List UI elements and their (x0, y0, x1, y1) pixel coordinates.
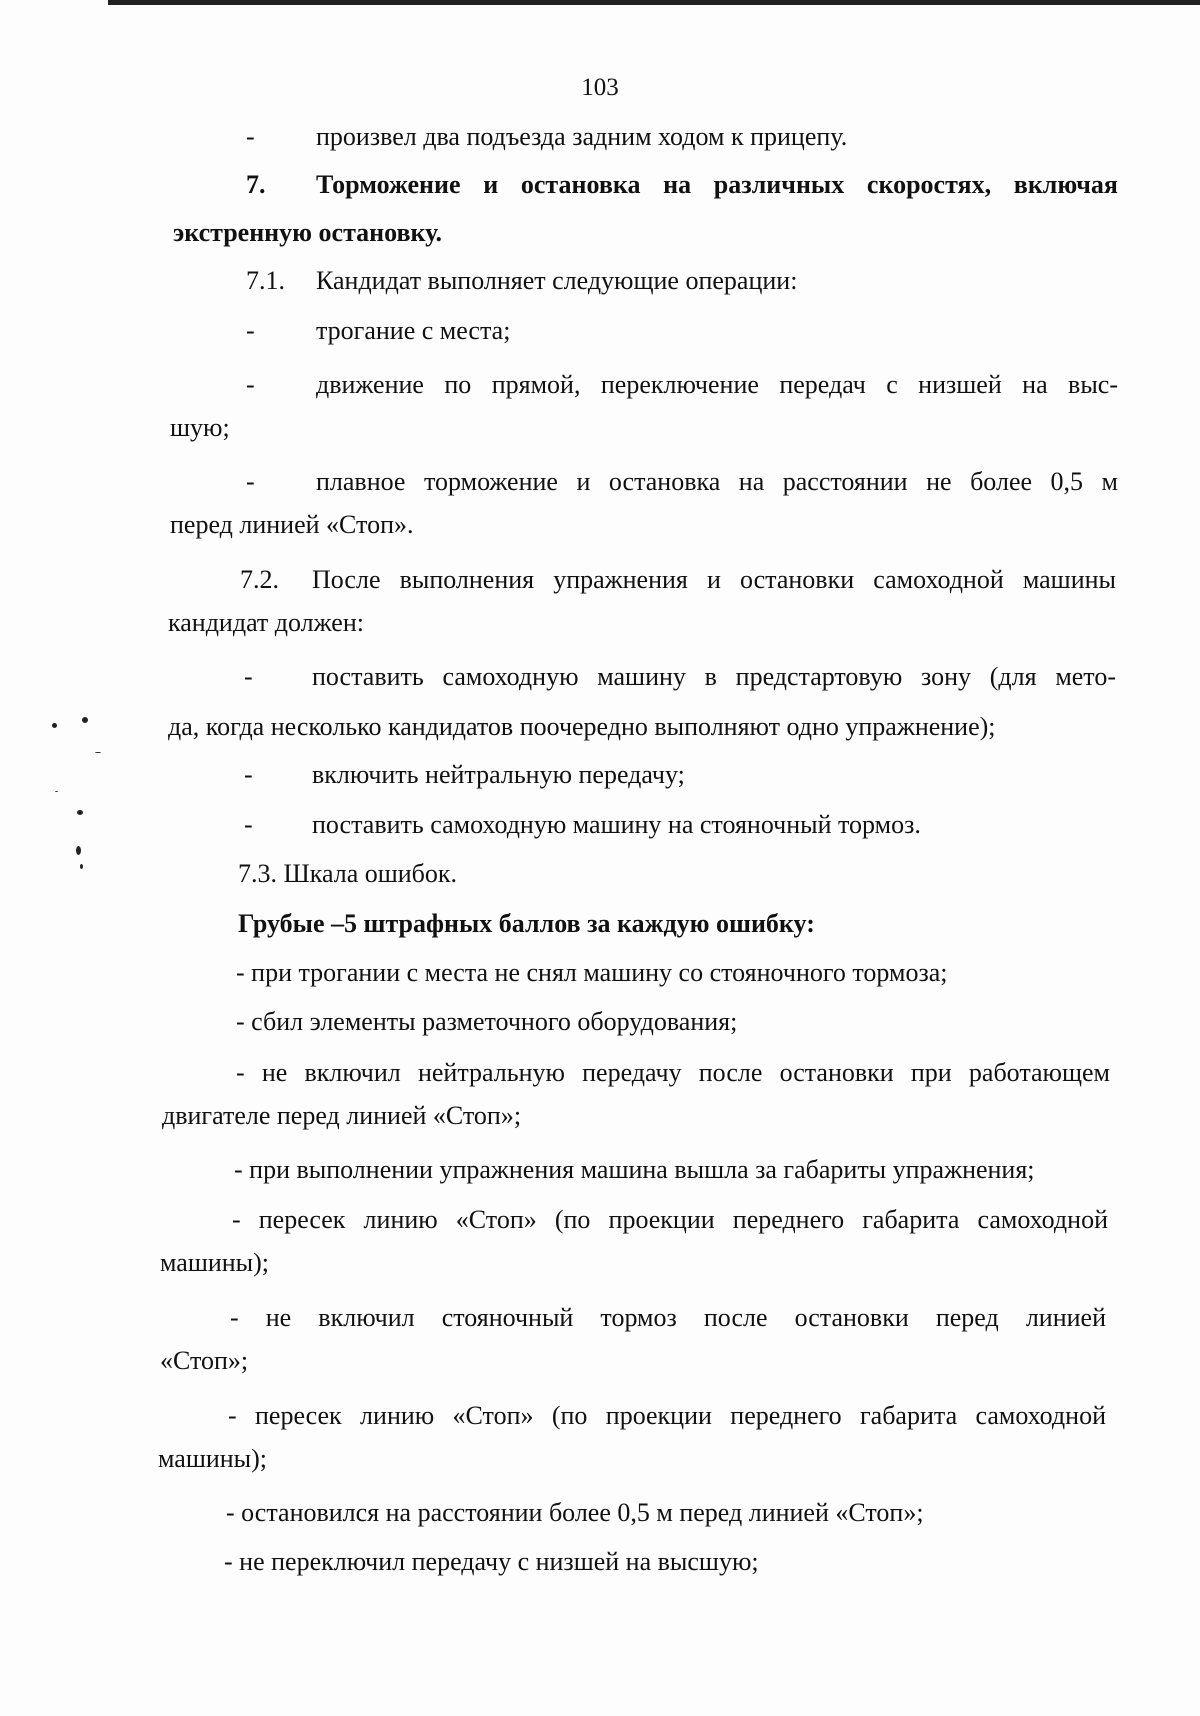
error-line-9: - не переключил передачу с низшей на высшую; (224, 1547, 759, 1576)
section-7-number: 7. (246, 170, 266, 199)
p73-title: 7.3. Шкала ошибок. (238, 859, 458, 888)
p71-item-2-line2: шую; (170, 413, 230, 442)
error-line-5: - пересек линию «Стоп» (по проекции переднего габарита самоходной (232, 1205, 1108, 1234)
top-border-line (108, 0, 1200, 5)
error-line-5-cont: машины); (160, 1248, 270, 1277)
scan-speck (76, 846, 81, 855)
error-line-4: - при выполнении упражнения машина вышла за габариты упражнения; (234, 1155, 1035, 1184)
p72-item-3: поставить самоходную машину на стояночный тормоз. (312, 810, 921, 839)
p72-line1: После выполнения упражнения и остановки самоходной машины (312, 565, 1116, 594)
scan-speck (77, 810, 83, 815)
error-line-1: - при трогании с места не снял машину со стояночного тормоза; (236, 958, 948, 987)
list-dash: - (246, 316, 255, 345)
list-dash: - (244, 760, 253, 789)
scan-speck (55, 791, 58, 792)
list-item-prev: произвел два подъезда задним ходом к прицепу. (316, 122, 848, 151)
p72-item-2: включить нейтральную передачу; (312, 760, 685, 789)
error-line-7: - пересек линию «Стоп» (по проекции переднего габарита самоходной (228, 1401, 1106, 1430)
p73-heading: Грубые –5 штрафных баллов за каждую ошибку: (238, 909, 815, 938)
section-7-title-line2: экстренную остановку. (173, 218, 443, 247)
p72-item-1-line1: поставить самоходную машину в предстартовую зону (для мето- (312, 662, 1116, 691)
error-line-7-cont: машины); (158, 1444, 268, 1473)
error-line-3-cont: двигателе перед линией «Стоп»; (162, 1101, 522, 1130)
list-dash: - (244, 810, 253, 839)
list-dash: - (246, 370, 255, 399)
page-number: 103 (581, 74, 619, 101)
p71-number: 7.1. (246, 266, 285, 295)
error-line-2: - сбил элементы разметочного оборудования; (236, 1007, 738, 1036)
scan-speck (95, 752, 101, 753)
error-line-8: - остановился на расстоянии более 0,5 м перед линией «Стоп»; (226, 1498, 924, 1527)
scan-speck (52, 723, 57, 728)
p72-item-1-line2: да, когда несколько кандидатов поочередно выполняют одно упражнение); (168, 712, 996, 741)
list-dash: - (246, 122, 255, 151)
error-line-6: - не включил стояночный тормоз после остановки перед линией (230, 1303, 1106, 1332)
list-dash: - (244, 662, 253, 691)
error-line-6-cont: «Стоп»; (160, 1346, 249, 1375)
p72-number: 7.2. (240, 565, 279, 594)
scan-speck (80, 864, 83, 869)
p71-intro: Кандидат выполняет следующие операции: (316, 266, 798, 295)
p71-item-3-line1: плавное торможение и остановка на расстоянии не более 0,5 м (316, 467, 1118, 496)
section-7-title-line1: Торможение и остановка на различных скоростях, включая (316, 170, 1118, 199)
p71-item-2-line1: движение по прямой, переключение передач с низшей на выс- (316, 370, 1118, 399)
p71-item-3-line2: перед линией «Стоп». (170, 510, 414, 539)
scan-speck (82, 717, 88, 723)
error-line-3: - не включил нейтральную передачу после остановки при работающем (236, 1058, 1110, 1087)
p71-item-1: трогание с места; (316, 316, 511, 345)
p72-line2: кандидат должен: (168, 608, 364, 637)
list-dash: - (246, 467, 255, 496)
